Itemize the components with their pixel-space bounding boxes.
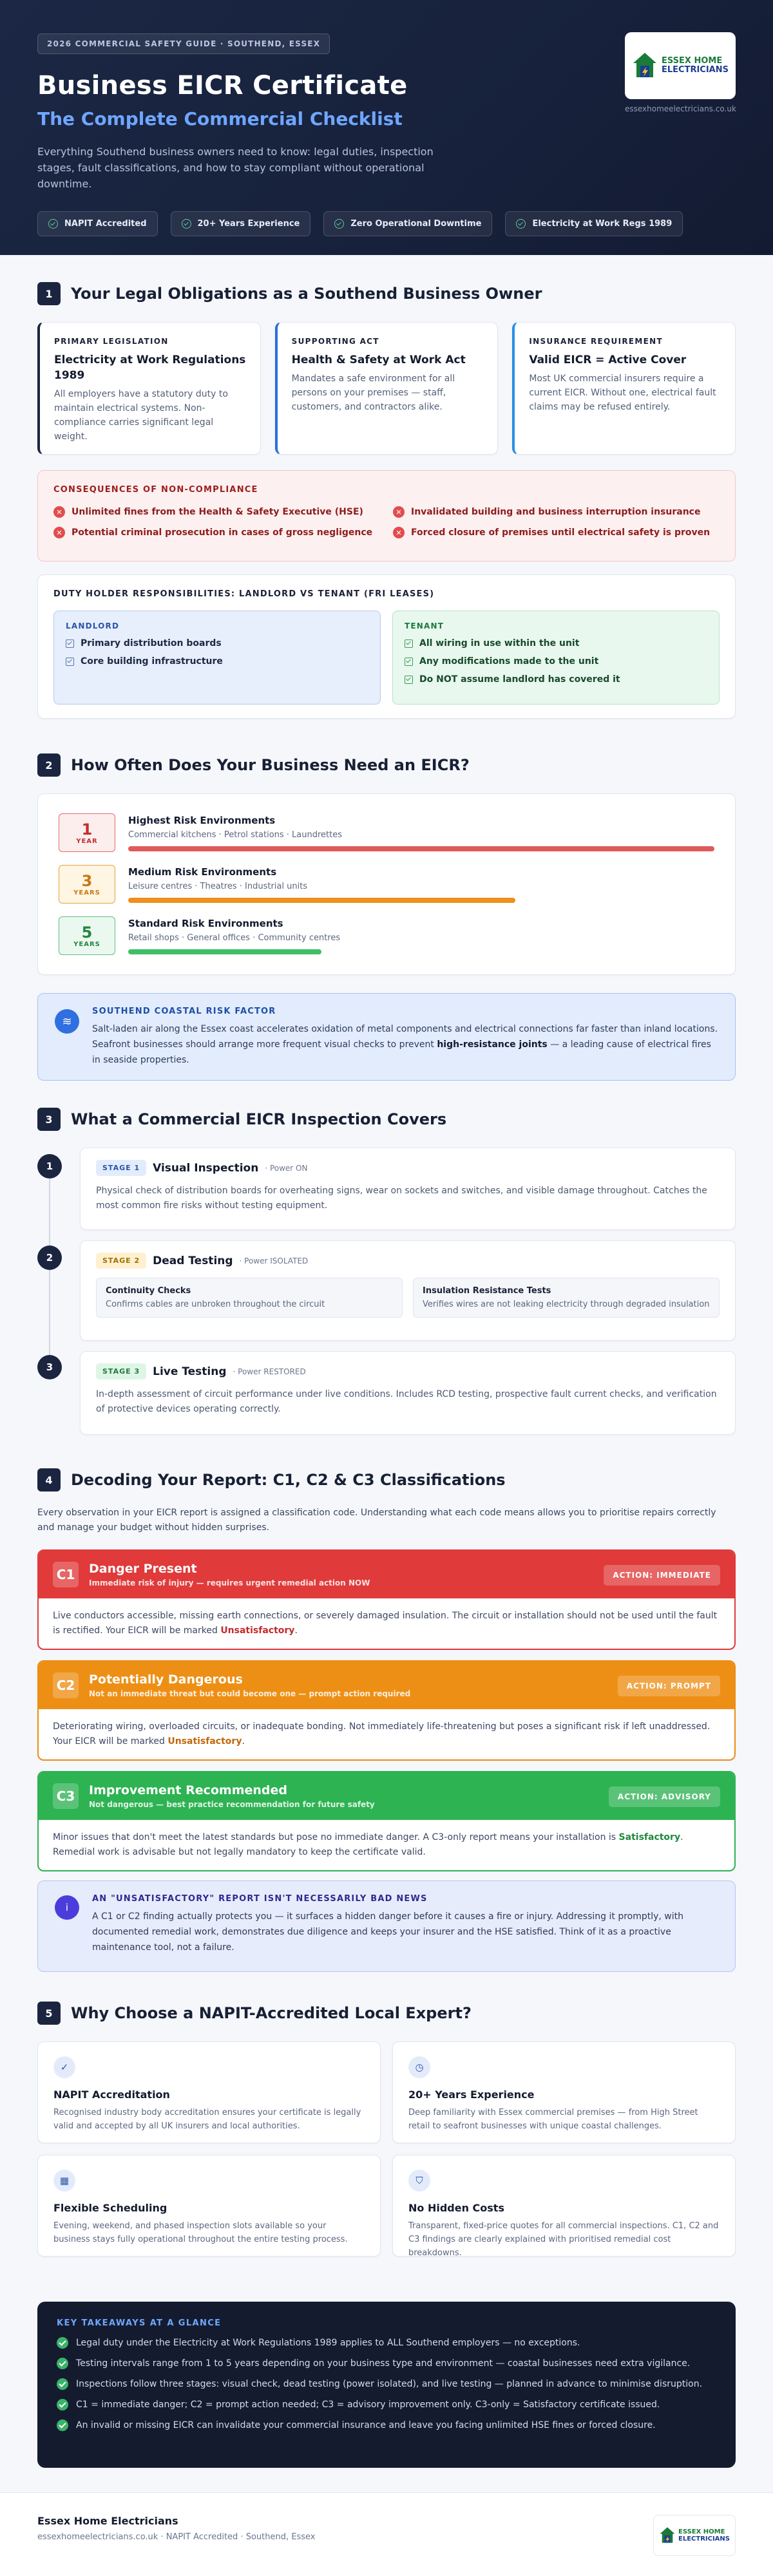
test-continuity: Continuity Checks Confirms cables are unbroken throughout the circuit bbox=[96, 1278, 403, 1318]
risk-bar bbox=[128, 898, 515, 903]
footer-logo[interactable] bbox=[653, 2515, 736, 2556]
consequence-item: ✕ Potential criminal prosecution in cases of gross negligence bbox=[53, 527, 380, 538]
badge-regs: Electricity at Work Regs 1989 bbox=[505, 211, 683, 236]
company-logo[interactable] bbox=[625, 32, 736, 99]
consequence-item: ✕ Invalidated building and business interruption insurance bbox=[393, 506, 720, 518]
obligation-cards bbox=[37, 322, 736, 455]
section-frequency bbox=[37, 753, 736, 1088]
unsatisfactory-callout: i AN "UNSATISFACTORY" REPORT ISN'T NECESSARILY BAD NEWS A C1 or C2 finding actually protects you — it surfaces a hidden danger before it causes a fire or injury. Addressing it promptly, with documented remedial work, demonstrates due diligence and keeps your insurer and the HSE satisfied. Think of it as a proactive maintenance tool, not a failure. bbox=[37, 1880, 736, 1972]
logo-line-2: ELECTRICIANS bbox=[662, 65, 729, 75]
section-number: 5 bbox=[37, 2002, 61, 2025]
interval-box: 5 YEARS bbox=[59, 916, 115, 955]
section-why-choose bbox=[37, 2002, 736, 2285]
check-icon bbox=[57, 2358, 68, 2369]
benefits-grid bbox=[37, 2041, 736, 2257]
x-icon: ✕ bbox=[393, 527, 405, 538]
list-item: Do NOT assume landlord has covered it bbox=[405, 674, 707, 685]
bolt-icon bbox=[334, 219, 344, 229]
section-number: 3 bbox=[37, 1108, 61, 1131]
check-circle-icon bbox=[48, 219, 58, 229]
obligation-card-insurance: INSURANCE REQUIREMENT Valid EICR = Active Cover Most UK commercial insurers require a current EICR. Without one, electrical fault claims may be refused entirely. bbox=[512, 322, 736, 455]
benefit-card: ◷ 20+ Years Experience Deep familiarity with Essex commercial premises — from High Street retail to seafront businesses with unique coastal challenges. bbox=[392, 2041, 736, 2143]
section-number: 2 bbox=[37, 753, 61, 777]
consequence-item: ✕ Unlimited fines from the Health & Safety Executive (HSE) bbox=[53, 506, 380, 518]
takeaway-item: C1 = immediate danger; C2 = prompt action needed; C3 = advisory improvement only. C3-only = Satisfactory certificate issued. bbox=[57, 2399, 716, 2410]
page-subtitle: The Complete Commercial Checklist bbox=[37, 108, 403, 129]
takeaway-item: Legal duty under the Electricity at Work Regulations 1989 applies to ALL Southend employers — no exceptions. bbox=[57, 2337, 716, 2349]
shield-icon: ⛉ bbox=[408, 2170, 430, 2192]
footer bbox=[0, 2492, 773, 2576]
code-badge: C1 bbox=[53, 1562, 79, 1587]
timeline-line bbox=[49, 1164, 50, 1379]
takeaway-item: An invalid or missing EICR can invalidate your commercial insurance and leave you facing unlimited HSE fines or forced closure. bbox=[57, 2420, 716, 2431]
benefit-card: ⛉ No Hidden Costs Transparent, fixed-price quotes for all commercial inspections. C1, C2 and C3 findings are clearly explained with prioritised remedial cost breakdowns. bbox=[392, 2155, 736, 2257]
classification-intro: Every observation in your EICR report is assigned a classification code. Understanding what each code means allows you to prioritise repairs correctly and manage your budget without hidden surprises. bbox=[37, 1508, 716, 1533]
badge-downtime: Zero Operational Downtime bbox=[323, 211, 492, 236]
stage-number: 3 bbox=[37, 1355, 62, 1379]
section-inspection-stages bbox=[37, 1108, 736, 1443]
stage-pill: STAGE 1 bbox=[96, 1160, 146, 1176]
check-icon bbox=[57, 2420, 68, 2431]
clock-icon bbox=[182, 219, 191, 229]
check-icon bbox=[57, 2378, 68, 2390]
code-card-c2: C2 Potentially Dangerous Not an immediate threat but could become one — prompt action required ACTION: PROMPT Deteriorating wiring, overloaded circuits, or inadequate bonding. Not immediately life-threatening but poses a significant risk if left unaddressed. Your EICR will be marked Unsatisfactory. bbox=[37, 1660, 736, 1761]
checkbox-icon bbox=[405, 676, 413, 684]
takeaway-item: Testing intervals range from 1 to 5 years depending on your business type and environment — coastal businesses need extra vigilance. bbox=[57, 2358, 716, 2369]
benefit-card: ▦ Flexible Scheduling Evening, weekend, and phased inspection slots available so your business stays fully operational throughout the entire testing process. bbox=[37, 2155, 381, 2257]
shield-icon bbox=[516, 219, 526, 229]
benefit-card: ✓ NAPIT Accreditation Recognised industry body accreditation ensures your certificate is legally valid and accepted by all UK insurers and local authorities. bbox=[37, 2041, 381, 2143]
stage-card-dead-testing: STAGE 2 Dead Testing · Power ISOLATED Continuity Checks Confirms cables are unbroken throughout the circuit Insulation Resistance Tests Verifies wires are not leaking electricity through degraded insulation bbox=[80, 1240, 736, 1341]
stage-card-visual: STAGE 1 Visual Inspection · Power ON Physical check of distribution boards for overheating signs, wear on sockets and switches, and visible damage throughout. Catches the most common fire risks without testing equipment. bbox=[80, 1148, 736, 1230]
footer-company-name: Essex Home Electricians bbox=[37, 2515, 178, 2527]
code-badge: C2 bbox=[53, 1672, 79, 1698]
obligation-card-primary: PRIMARY LEGISLATION Electricity at Work Regulations 1989 All employers have a statutory duty to maintain electrical systems. Non-compliance carries significant legal weight. bbox=[37, 322, 261, 455]
stage-number: 2 bbox=[37, 1245, 62, 1270]
stage-number: 1 bbox=[37, 1154, 62, 1179]
frequency-row: 5 YEARS Standard Risk Environments Retail shops · General offices · Community centres bbox=[59, 910, 714, 961]
consequences-title: CONSEQUENCES OF NON-COMPLIANCE bbox=[53, 485, 258, 495]
stage-pill: STAGE 3 bbox=[96, 1363, 146, 1379]
frequency-row: 3 YEARS Medium Risk Environments Leisure centres · Theatres · Industrial units bbox=[59, 858, 714, 910]
list-item: Primary distribution boards bbox=[66, 638, 368, 649]
logo-line-1: ESSEX HOME bbox=[678, 2528, 725, 2535]
x-icon: ✕ bbox=[53, 506, 65, 518]
key-takeaways: KEY TAKEAWAYS AT A GLANCE Legal duty under the Electricity at Work Regulations 1989 applies to ALL Southend employers — no exceptions. Testing intervals range from 1 to 5 years depending on your business type and environment — coastal businesses need extra vigilance. Inspections follow three stages: visual check, dead testing (power isolated), and live testing — planned in advance to minimise disruption. C1 = immediate danger; C2 = prompt action needed; C3 = advisory improvement only. C3-only = Satisfactory certificate issued. An invalid or missing EICR can invalidate your commercial insurance and leave you facing unlimited HSE fines or forced closure. bbox=[37, 2302, 736, 2468]
check-icon bbox=[57, 2399, 68, 2410]
action-badge: ACTION: PROMPT bbox=[618, 1676, 720, 1696]
checkbox-icon bbox=[66, 658, 74, 666]
wind-icon: ≋ bbox=[55, 1009, 79, 1034]
logo-line-1: ESSEX HOME bbox=[662, 56, 723, 66]
list-item: All wiring in use within the unit bbox=[405, 638, 707, 649]
hero-description: Everything Southend business owners need to know: legal duties, inspection stages, fault classifications, and how to stay compliant without operational downtime. bbox=[37, 146, 434, 190]
badge-experience: 20+ Years Experience bbox=[171, 211, 311, 236]
stage-card-live-testing: STAGE 3 Live Testing · Power RESTORED In-depth assessment of circuit performance under live conditions. Includes RCD testing, prospective fault current checks, and verification of protective devices operating correctly. bbox=[80, 1351, 736, 1435]
list-item: Core building infrastructure bbox=[66, 656, 368, 667]
consequence-item: ✕ Forced closure of premises until electrical safety is proven bbox=[393, 527, 720, 538]
landlord-column: LANDLORD Primary distribution boards Core building infrastructure bbox=[53, 611, 381, 705]
risk-bar bbox=[128, 949, 321, 954]
checkbox-icon bbox=[405, 639, 413, 648]
code-badge: C3 bbox=[53, 1783, 79, 1809]
house-logo-icon bbox=[632, 52, 658, 80]
logo-url[interactable]: essexhomeelectricians.co.uk bbox=[625, 104, 736, 113]
section-title: Decoding Your Report: C1, C2 & C3 Classifications bbox=[71, 1471, 506, 1489]
checkbox-icon bbox=[405, 658, 413, 666]
stage-pill: STAGE 2 bbox=[96, 1253, 146, 1269]
section-title: What a Commercial EICR Inspection Covers bbox=[71, 1110, 447, 1128]
frequency-card bbox=[37, 793, 736, 975]
check-icon bbox=[57, 2337, 68, 2349]
action-badge: ACTION: IMMEDIATE bbox=[604, 1565, 720, 1586]
logo-line-2: ELECTRICIANS bbox=[678, 2535, 730, 2543]
coastal-risk-callout: ≋ SOUTHEND COASTAL RISK FACTOR Salt-laden air along the Essex coast accelerates oxidation of metal components and electrical connections far faster than inland locations. Seafront businesses should arrange more frequent visual checks to prevent high-resistance joints — a leading cause of electrical fires in seaside properties. bbox=[37, 993, 736, 1081]
badge-napit: NAPIT Accredited bbox=[37, 211, 158, 236]
section-legal-obligations bbox=[37, 282, 736, 726]
test-insulation: Insulation Resistance Tests Verifies wires are not leaking electricity through degraded insulation bbox=[413, 1278, 720, 1318]
section-title: How Often Does Your Business Need an EICR? bbox=[71, 756, 470, 774]
duty-title: DUTY HOLDER RESPONSIBILITIES: LANDLORD VS TENANT (FRI LEASES) bbox=[53, 589, 435, 599]
duty-holder-panel bbox=[37, 574, 736, 719]
action-badge: ACTION: ADVISORY bbox=[609, 1786, 720, 1807]
section-number: 1 bbox=[37, 282, 61, 305]
shield-check-icon: ✓ bbox=[53, 2056, 75, 2078]
x-icon: ✕ bbox=[393, 506, 405, 518]
page-title: Business EICR Certificate bbox=[37, 71, 408, 100]
consequences-panel bbox=[37, 470, 736, 562]
hero-tag: 2026 COMMERCIAL SAFETY GUIDE · SOUTHEND, ESSEX bbox=[37, 33, 330, 54]
info-icon: i bbox=[55, 1895, 79, 1920]
list-item: Any modifications made to the unit bbox=[405, 656, 707, 667]
checkbox-icon bbox=[66, 639, 74, 648]
takeaway-item: Inspections follow three stages: visual check, dead testing (power isolated), and live testing — planned in advance to minimise disruption. bbox=[57, 2378, 716, 2390]
section-classifications bbox=[37, 1468, 736, 2048]
section-title: Your Legal Obligations as a Southend Business Owner bbox=[71, 285, 542, 303]
interval-box: 1 YEAR bbox=[59, 813, 115, 852]
section-number: 4 bbox=[37, 1468, 61, 1492]
obligation-card-supporting: SUPPORTING ACT Health & Safety at Work Act Mandates a safe environment for all persons on your premises — staff, customers, and contractors alike. bbox=[275, 322, 499, 455]
x-icon: ✕ bbox=[53, 527, 65, 538]
calendar-icon: ▦ bbox=[53, 2170, 75, 2192]
footer-meta: essexhomeelectricians.co.uk · NAPIT Accredited · Southend, Essex bbox=[37, 2532, 316, 2542]
risk-bar bbox=[128, 846, 714, 851]
tenant-column: TENANT All wiring in use within the unit Any modifications made to the unit Do NOT assume landlord has covered it bbox=[392, 611, 720, 705]
section-title: Why Choose a NAPIT-Accredited Local Expert? bbox=[71, 2004, 472, 2022]
code-card-c3: C3 Improvement Recommended Not dangerous — best practice recommendation for future safety ACTION: ADVISORY Minor issues that don't meet the latest standards but pose no immediate danger. A C3-only report means your installation is Satisfactory. Remedial work is advisable but not legally mandatory to keep the certificate valid. bbox=[37, 1771, 736, 1871]
clock-icon: ◷ bbox=[408, 2056, 430, 2078]
hero-header bbox=[0, 0, 773, 255]
code-card-c1: C1 Danger Present Immediate risk of injury — requires urgent remedial action NOW ACTION: IMMEDIATE Live conductors accessible, missing earth connections, or severely damaged insulation. The circuit or installation should not be used until the fault is rectified. Your EICR will be marked Unsatisfactory. bbox=[37, 1549, 736, 1650]
frequency-row: 1 YEAR Highest Risk Environments Commercial kitchens · Petrol stations · Laundrettes bbox=[59, 807, 714, 858]
house-logo-icon bbox=[659, 2526, 676, 2544]
interval-box: 3 YEARS bbox=[59, 865, 115, 904]
hero-badges bbox=[37, 211, 736, 236]
